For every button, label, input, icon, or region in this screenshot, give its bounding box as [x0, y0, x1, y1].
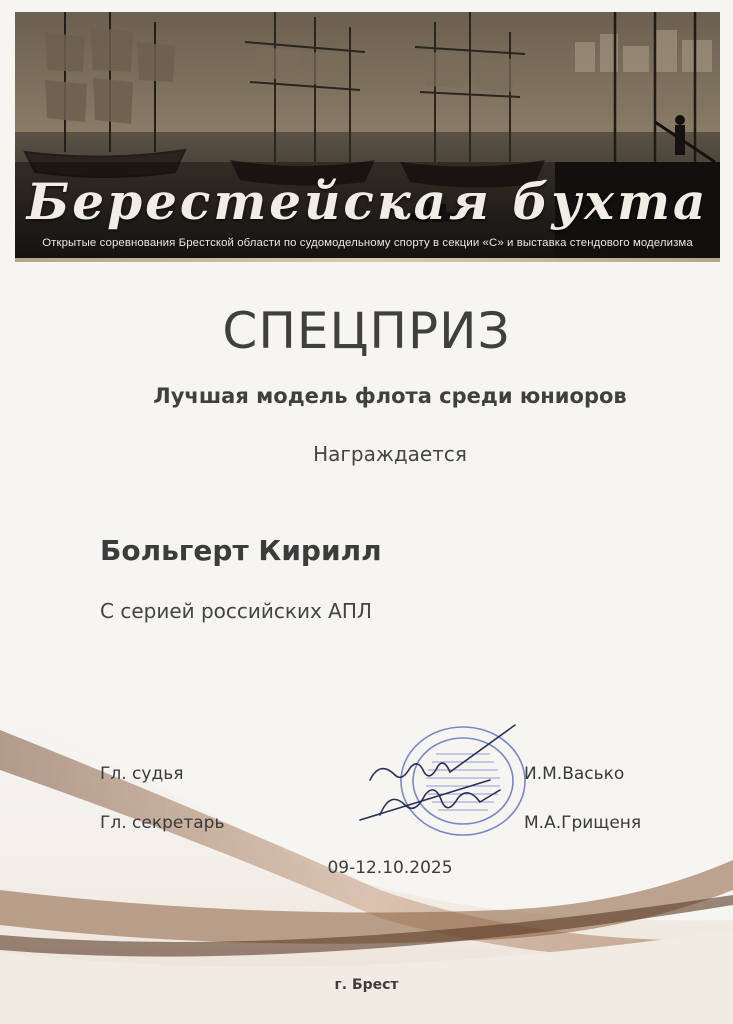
judge-label: Гл. судья	[100, 764, 184, 784]
recipient-name: Больгерт Кирилл	[100, 534, 382, 567]
awarded-label: Награждается	[313, 442, 467, 466]
banner-subtitle: Открытые соревнования Брестской области по судомодельному спорту в секции «С» и выставка стендового моделизма	[42, 237, 693, 249]
secretary-label: Гл. секретарь	[100, 813, 225, 833]
award-heading: СПЕЦПРИЗ	[222, 302, 511, 360]
event-date: 09-12.10.2025	[327, 858, 453, 878]
banner-divider	[15, 258, 720, 262]
award-category: Лучшая модель флота среди юниоров	[153, 384, 627, 408]
secretary-name: М.А.Грищеня	[524, 813, 642, 833]
city-label: г. Брест	[334, 977, 399, 993]
banner	[15, 12, 720, 262]
signature	[340, 720, 530, 830]
judge-name: И.М.Васько	[524, 764, 625, 784]
banner-title: Берестейская бухта	[26, 172, 709, 231]
award-reason: С серией российских АПЛ	[100, 599, 372, 623]
